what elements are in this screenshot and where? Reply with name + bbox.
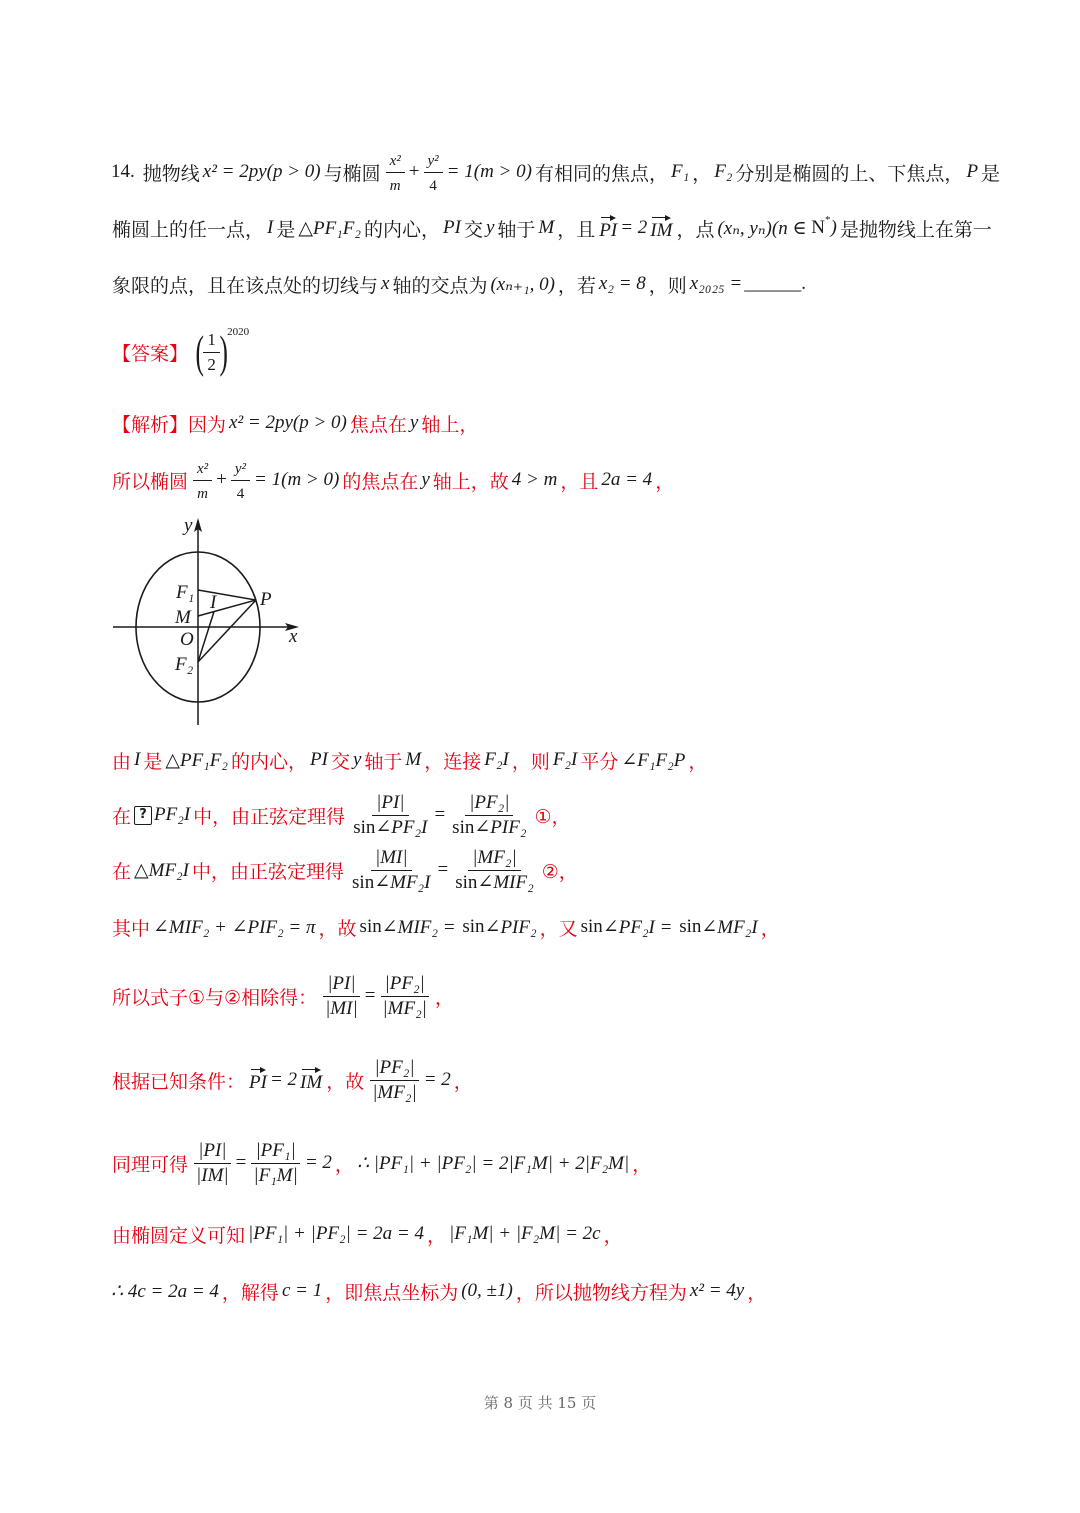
- text-run: 焦点在: [349, 413, 407, 436]
- text-run: ，: [334, 1153, 354, 1176]
- math-operator: +: [408, 161, 420, 182]
- analysis-line-10: [110, 1214, 625, 1254]
- text-run: 交: [330, 750, 350, 773]
- fraction-denominator: ∠PF₂I: [375, 816, 428, 838]
- analysis-line-6: [110, 907, 782, 947]
- text-run: ，若: [557, 274, 596, 297]
- math-expr: F₂I: [552, 749, 578, 770]
- text-run: 由椭圆定义可知: [112, 1224, 246, 1247]
- math-expr: ): [830, 217, 837, 238]
- math-expr: ∠MIF₂ + ∠PIF₂ = π: [153, 916, 316, 938]
- fraction: [452, 846, 536, 895]
- math-expr: (xₙ, yₙ)(n ∈: [717, 217, 812, 239]
- text-run: ，则: [511, 750, 550, 773]
- text-run: ，: [692, 162, 712, 185]
- math-expr: ∠MIF₂ =: [381, 916, 461, 938]
- text-run: 抛物线: [142, 162, 200, 185]
- fraction: [322, 972, 361, 1021]
- text-run: 中，由正弦定理得: [193, 805, 346, 828]
- sin-function: sin: [353, 816, 376, 838]
- math-expr: M: [538, 217, 555, 238]
- fraction-numerator: |PI|: [327, 972, 356, 994]
- fraction-numerator: |PI|: [198, 1139, 227, 1161]
- fraction-denominator: m: [197, 485, 209, 502]
- math-expr: = 2: [304, 1152, 332, 1173]
- text-run: 轴上，故: [432, 470, 509, 493]
- text-run: 所以式子①与②相除得：: [112, 986, 318, 1009]
- segment-P-F1: [198, 590, 256, 600]
- label-O: O: [180, 629, 194, 650]
- missing-glyph-box: ?: [134, 806, 152, 825]
- math-expr: (xₙ₊₁, 0): [490, 273, 555, 295]
- fraction-denominator: |F₁M|: [253, 1164, 298, 1186]
- math-expr: x₂ = 8: [598, 273, 646, 294]
- text-run: 是抛物线上在第一: [839, 218, 992, 241]
- text-run: 椭圆上的任一点，: [112, 218, 265, 241]
- math-operator: =: [437, 859, 449, 880]
- math-expr: x² = 2py(p > 0): [229, 412, 347, 433]
- text-run: 其中: [112, 917, 151, 940]
- fraction: [193, 456, 212, 505]
- text-run: 的内心，: [364, 218, 441, 241]
- text-run: ，: [688, 750, 708, 773]
- vector: PI: [599, 214, 617, 242]
- text-run: ，: [427, 1224, 447, 1247]
- text-run: ，点: [676, 218, 715, 241]
- text-run: 由: [112, 750, 132, 773]
- fraction-numerator: x²: [197, 460, 209, 477]
- text-run: 轴于: [497, 218, 536, 241]
- text-run: 根据已知条件：: [112, 1070, 246, 1093]
- text-run: 在: [112, 860, 132, 883]
- label-F2: F₂: [175, 654, 194, 675]
- math-expr: ∠F₁F₂P: [621, 749, 686, 771]
- fraction-numerator: x²: [389, 152, 401, 169]
- text-run: ，: [434, 986, 454, 1009]
- question-line-3: [110, 264, 807, 304]
- sin-function: sin: [580, 916, 603, 937]
- math-superscript: *: [825, 214, 831, 226]
- math-expr: |PF₁| + |PF₂| = 2a = 4: [248, 1223, 425, 1244]
- fraction-numerator: y²: [427, 152, 439, 169]
- analysis-line-1: [110, 403, 480, 443]
- text-run: 是: [981, 162, 1001, 185]
- text-run: 是: [276, 218, 296, 241]
- math-expr: 2a = 4: [601, 469, 653, 490]
- label-M: M: [175, 607, 191, 628]
- analysis-line-2: [110, 456, 676, 504]
- fraction-numerator: 1: [207, 329, 216, 349]
- math-expr: M: [405, 749, 422, 770]
- text-run: ，: [632, 1153, 652, 1176]
- fraction: [424, 148, 443, 197]
- label-F1: F₁: [176, 582, 195, 603]
- text-run: 轴上，: [421, 413, 479, 436]
- math-expr: = 2: [423, 1069, 451, 1090]
- text-run: 分别是椭圆的上、下焦点，: [735, 162, 964, 185]
- fraction: [379, 972, 430, 1021]
- math-expr: x² = 4y: [689, 1280, 745, 1301]
- text-run: ，且: [560, 470, 599, 493]
- math-expr: △PF₁F₂: [165, 749, 228, 771]
- text-run: 的内心，: [231, 750, 308, 773]
- fraction: [349, 846, 433, 895]
- analysis-line-9: [110, 1135, 653, 1191]
- analysis-line-11: [110, 1271, 768, 1311]
- fraction: [350, 791, 430, 840]
- text-run: ，所以抛物线方程为: [515, 1281, 687, 1304]
- fraction-denominator: ∠MIF₂: [477, 871, 534, 893]
- text-run: 中，由正弦定理得: [192, 860, 345, 883]
- answer-blank: ______.: [744, 273, 806, 294]
- sin-function: sin: [352, 871, 375, 893]
- sin-function: sin: [679, 916, 702, 937]
- text-run: 轴于: [364, 750, 403, 773]
- math-expr: △PF₁F₂: [298, 217, 361, 239]
- math-expr: F₂: [714, 161, 733, 182]
- vector: IM: [650, 214, 672, 242]
- text-run: 象限的点，且在该点处的切线与: [112, 274, 379, 297]
- answer-label: 【答案】: [112, 342, 189, 365]
- math-operator: =: [235, 1152, 247, 1173]
- analysis-label: 【解析】因为: [112, 413, 227, 436]
- fraction: [386, 148, 405, 197]
- fraction-denominator: ∠PIF₂: [474, 816, 527, 838]
- fraction-numerator: |PF₁|: [255, 1139, 296, 1161]
- math-expr: = 1(m > 0): [446, 161, 532, 182]
- math-expr: ∠MF₂I: [701, 916, 758, 938]
- fraction: [203, 328, 220, 377]
- math-expr: = 2: [620, 217, 648, 238]
- text-run: 在: [112, 805, 132, 828]
- fraction: [231, 456, 250, 505]
- fraction-numerator: |MF₂|: [472, 846, 517, 868]
- math-expr: PI: [310, 749, 328, 770]
- vector: IM: [300, 1066, 322, 1094]
- answer-line: [110, 324, 249, 380]
- text-run: ，: [453, 1070, 473, 1093]
- text-run: ，又: [539, 917, 578, 940]
- label-P: P: [260, 589, 272, 610]
- fraction-denominator: ∠MF₂I: [374, 871, 431, 893]
- text-run: ，: [655, 470, 675, 493]
- math-expr: F₁: [670, 161, 690, 182]
- math-expr: y: [409, 412, 419, 433]
- fraction: [193, 1139, 232, 1188]
- text-run: ，即焦点坐标为: [325, 1281, 459, 1304]
- segment-P-M: [198, 600, 256, 616]
- fraction: [250, 1139, 301, 1188]
- math-operator: =: [364, 985, 376, 1006]
- text-run: 轴的交点为: [392, 274, 488, 297]
- ellipse-diagram: [100, 510, 310, 732]
- analysis-line-4: [110, 787, 572, 843]
- fraction-denominator: m: [389, 177, 401, 194]
- text-run: ，连接: [424, 750, 482, 773]
- math-expr: y: [421, 469, 430, 490]
- math-expr: (0, ±1): [461, 1280, 513, 1301]
- math-expr: P: [966, 161, 979, 182]
- text-run: 交: [463, 218, 483, 241]
- math-expr: x₂₀₂₅ =: [689, 273, 743, 294]
- math-expr: F₂I: [484, 749, 509, 770]
- fraction-numerator: |MI|: [374, 846, 408, 868]
- fraction-denominator: |MF₂|: [372, 1081, 417, 1103]
- fraction-denominator: 2: [207, 354, 216, 374]
- right-paren: ): [219, 326, 228, 377]
- vector: PI: [249, 1066, 267, 1094]
- text-run: ，则: [648, 274, 687, 297]
- analysis-line-8: [110, 1052, 475, 1108]
- fraction-denominator: |MF₂|: [382, 997, 427, 1019]
- fraction: [449, 791, 529, 840]
- analysis-line-3: [110, 740, 709, 780]
- fraction-numerator: |PI|: [376, 791, 405, 813]
- math-expr: = 2: [269, 1069, 298, 1090]
- math-expr: ∴ |PF₁| + |PF₂| = 2|F₁M| + 2|F₂M|: [356, 1152, 630, 1174]
- fraction-numerator: |PF₂|: [469, 791, 510, 813]
- sin-function: sin: [359, 916, 382, 937]
- math-expr: x² = 2py(p > 0): [202, 161, 321, 182]
- fraction-denominator: 4: [429, 177, 437, 194]
- math-expr: PI: [443, 217, 461, 238]
- math-expr: I: [267, 217, 274, 238]
- analysis-line-7: [110, 968, 456, 1024]
- text-run: 与椭圆: [323, 162, 381, 185]
- page-footer: 第 8 页 共 15 页: [483, 1394, 597, 1412]
- math-expr: 4 > m: [511, 469, 558, 490]
- question-line-2: [110, 208, 994, 248]
- math-operator: =: [434, 804, 446, 825]
- text-run: 同理可得: [112, 1153, 189, 1176]
- text-run: ，: [603, 1224, 623, 1247]
- fraction-numerator: y²: [234, 460, 247, 477]
- text-run: ②，: [541, 860, 578, 883]
- text-run: ，且: [557, 218, 596, 241]
- text-run: ，: [760, 917, 780, 940]
- text-run: 平分: [580, 750, 619, 773]
- left-paren: (: [195, 326, 204, 377]
- fraction: [369, 1056, 420, 1105]
- text-run: ，故: [318, 917, 357, 940]
- label-y-axis: y: [184, 515, 193, 536]
- sin-function: sin: [452, 816, 475, 838]
- math-expr: ∴ 4c = 2a = 4: [111, 1280, 219, 1302]
- text-run: 所以椭圆: [112, 470, 189, 493]
- math-expr: △MF₂I: [134, 859, 189, 881]
- sin-function: sin: [455, 871, 478, 893]
- math-operator: +: [216, 469, 227, 490]
- segment-P-F2: [198, 600, 256, 662]
- answer-exponent: 2020: [227, 326, 250, 338]
- text-run: ①，: [534, 805, 571, 828]
- question-number: 14.: [111, 161, 135, 182]
- math-expr: ∠PF₂I =: [602, 916, 678, 938]
- label-x-axis: x: [289, 626, 298, 647]
- label-I: I: [210, 592, 217, 613]
- math-expr: PF₂I: [154, 804, 191, 825]
- math-expr: x: [381, 273, 390, 294]
- math-expr: c = 1: [281, 1280, 323, 1301]
- math-expr: y: [485, 217, 495, 238]
- text-run: ，解得: [221, 1281, 279, 1304]
- fraction-numerator: |PF₂|: [374, 1056, 415, 1078]
- analysis-line-5: [110, 842, 580, 898]
- sin-function: sin: [462, 916, 485, 937]
- fraction-numerator: |PF₂|: [384, 972, 425, 994]
- text-run: 的焦点在: [342, 470, 419, 493]
- text-run: ，: [747, 1281, 767, 1304]
- math-expr: |F₁M| + |F₂M| = 2c: [449, 1223, 601, 1244]
- math-expr: = 1(m > 0): [254, 469, 340, 490]
- math-expr: y: [352, 749, 362, 770]
- fraction-denominator: |IM|: [196, 1164, 229, 1186]
- fraction-denominator: |MI|: [325, 997, 358, 1019]
- text-run: 有相同的焦点，: [534, 162, 668, 185]
- math-expr: I: [134, 749, 141, 770]
- math-set-symbol: N: [811, 217, 825, 238]
- text-run: 是: [143, 750, 163, 773]
- math-expr: ∠PIF₂: [484, 916, 537, 938]
- text-run: ，故: [326, 1070, 365, 1093]
- question-line-1: [110, 148, 1002, 196]
- fraction-denominator: 4: [236, 485, 245, 502]
